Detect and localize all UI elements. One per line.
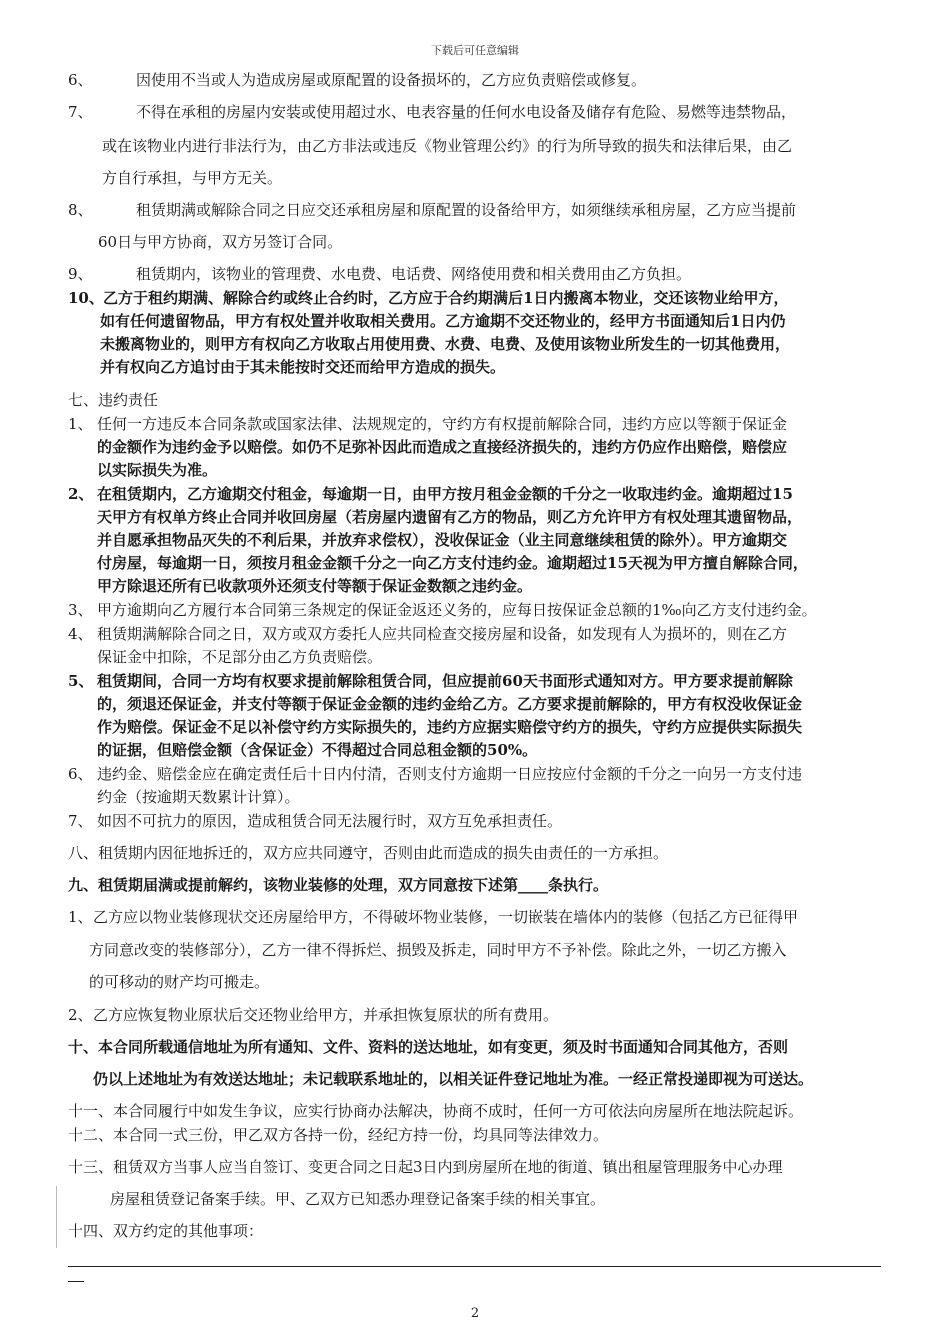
line-text: 违约金、赔偿金应在确定责任后十日内付清，否则支付方逾期一日应按应付金额的千分之一向另一方支付违 bbox=[97, 765, 803, 783]
line-text: 方同意改变的装修部分），乙方一律不得拆烂、损毁及拆走，同时甲方不予补偿。除此之外，一切乙方搬入 bbox=[89, 941, 787, 959]
item-number: 8、 bbox=[68, 201, 93, 219]
line-text: 租赁期满解除合同之日，双方或双方委托人应共同检查交接房屋和设备，如发现有人为损坏的，则在乙方 bbox=[97, 625, 788, 643]
line-text: 租赁期间，合同一方均有权要求提前解除租赁合同，但应提前60天书面形式通知对方。甲方要求提前解除 bbox=[97, 672, 793, 690]
line-text: 未搬离物业的，则甲方有权向乙方收取占用使用费、水费、电费、及使用该物业所发生的一切其他费用， bbox=[100, 335, 791, 353]
item-number: 3、 bbox=[68, 601, 93, 619]
item-number: 6、 bbox=[68, 765, 93, 783]
line-text: 仍以上述地址为有效送达地址；未记载联系地址的，以相关证件登记地址为准。一经正常投递即视为可送达。 bbox=[93, 1070, 814, 1088]
blank-fill-dash bbox=[68, 1281, 84, 1282]
line-text: 租赁期满或解除合同之日应交还承租房屋和原配置的设备给甲方，如须继续承租房屋，乙方应当提前 bbox=[136, 201, 797, 219]
line-text: 的可移动的财产均可搬走。 bbox=[89, 973, 270, 991]
line-text: 不得在承租的房屋内安装或使用超过水、电表容量的任何水电设备及储存有危险、易燃等违禁物品， bbox=[136, 103, 797, 121]
line-text: 八、租赁期内因征地拆迁的，双方应共同遵守，否则由此而造成的损失由责任的一方承担。 bbox=[68, 844, 669, 862]
item-number: 7、 bbox=[68, 812, 93, 830]
item-number: 5、 bbox=[68, 672, 94, 690]
line-text: 或在该物业内进行非法行为，由乙方非法或违反《物业管理公约》的行为所导致的损失和法律后果，由乙 bbox=[102, 137, 793, 155]
line-text: 乙方应以物业装修现状交还房屋给甲方，不得破坏物业装修，一切嵌装在墙体内的装修（包括乙方已征得甲 bbox=[93, 908, 799, 926]
item-number: 9、 bbox=[68, 265, 93, 283]
line-text: 作为赔偿。保证金不足以补偿守约方实际损失的，违约方应据实赔偿守约方的损失，守约方应提供实际损失 bbox=[97, 718, 803, 736]
line-text: 十、本合同所载通信地址为所有通知、文件、资料的送达地址，如有变更，须及时书面通知合同其他方，否则 bbox=[68, 1038, 789, 1056]
item-number: 1、 bbox=[68, 908, 93, 926]
line-text: 租赁期内，该物业的管理费、水电费、电话费、网络使用费和相关费用由乙方负担。 bbox=[136, 265, 692, 283]
line-text: 十一、本合同履行中如发生争议，应实行协商办法解决，协商不成时，任何一方可依法向房屋所在地法院起诉。 bbox=[68, 1102, 804, 1120]
page-number: 2 bbox=[470, 1306, 480, 1321]
item-number: 10、 bbox=[68, 289, 104, 307]
item-number: 1、 bbox=[68, 415, 93, 433]
line-text: 乙方于租约期满、解除合约或终止合约时，乙方应于合约期满后1日内搬离本物业，交还该物业给甲方， bbox=[103, 289, 789, 307]
line-text: 60日与甲方协商，双方另签订合同。 bbox=[98, 233, 343, 251]
line-text: 乙方应恢复物业原状后交还物业给甲方，并承担恢复原状的所有费用。 bbox=[93, 1006, 559, 1024]
line-text: 十三、租赁双方当事人应当自签订、变更合同之日起3日内到房屋所在地的街道、镇出租屋管理服务中心办理 bbox=[68, 1158, 783, 1176]
line-text: 因使用不当或人为造成房屋或原配置的设备损坏的，乙方应负责赔偿或修复。 bbox=[136, 71, 647, 89]
line-text: 以实际损失为准。 bbox=[97, 461, 218, 479]
line-text: 甲方除退还所有已收款项外还须支付等额于保证金数额之违约金。 bbox=[97, 577, 533, 595]
line-text: 甲方逾期向乙方履行本合同第三条规定的保证金返还义务的，应每日按保证金总额的1‰向乙方支付违约金。 bbox=[97, 601, 817, 619]
blank-fill-line bbox=[68, 1266, 881, 1267]
line-text: 如有任何遗留物品，甲方有权处置并收取相关费用。乙方逾期不交还物业的，经甲方书面通知后1日内仍 bbox=[100, 312, 786, 330]
line-text: 付房屋，每逾期一日，须按月租金金额千分之一向乙方支付违约金。逾期超过15天视为甲方擅自解除合同， bbox=[97, 554, 808, 572]
page-header: 下载后可任意编辑 bbox=[431, 44, 519, 57]
item-number: 2、 bbox=[68, 1006, 93, 1024]
line-text: 任何一方违反本合同条款或国家法律、法规规定的，守约方有权提前解除合同，违约方应以等额于保证金 bbox=[97, 415, 788, 433]
item-number: 4、 bbox=[68, 625, 93, 643]
line-text: 保证金中扣除，不足部分由乙方负责赔偿。 bbox=[97, 648, 383, 666]
item-number: 7、 bbox=[68, 103, 93, 121]
line-text: 如因不可抗力的原因，造成租赁合同无法履行时，双方互免承担责任。 bbox=[97, 812, 563, 830]
line-text: 十四、双方约定的其他事项： bbox=[68, 1222, 264, 1240]
line-text: 并有权向乙方追讨由于其未能按时交还而给甲方造成的损失。 bbox=[100, 358, 506, 376]
margin-bar bbox=[56, 1186, 57, 1248]
item-number: 6、 bbox=[68, 71, 93, 89]
line-text: 在租赁期内，乙方逾期交付租金，每逾期一日，由甲方按月租金金额的千分之一收取违约金。逾期超过15 bbox=[97, 485, 793, 503]
line-text: 的证据，但赔偿金额（含保证金）不得超过合同总租金额的50%。 bbox=[97, 741, 538, 759]
line-text: 七、违约责任 bbox=[68, 391, 159, 409]
line-text: 房屋租赁登记备案手续。甲、乙双方已知悉办理登记备案手续的相关事宜。 bbox=[110, 1190, 606, 1208]
line-text: 的金额作为违约金予以赔偿。如仍不足弥补因此而造成之直接经济损失的，违约方仍应作出赔偿，赔偿应 bbox=[97, 438, 788, 456]
line-text: 并自愿承担物品灭失的不利后果，并放弃求偿权），没收保证金（业主同意继续租赁的除外）。甲方逾期交 bbox=[97, 531, 788, 549]
line-text: 的，须退还保证金，并支付等额于保证金金额的违约金给乙方。乙方要求提前解除的，甲方有权没收保证金 bbox=[97, 695, 803, 713]
line-text: 约金（按逾期天数累计计算）。 bbox=[97, 788, 300, 806]
item-number: 2、 bbox=[68, 485, 94, 503]
line-text: 九、租赁期届满或提前解约，该物业装修的处理，双方同意按下述第____条执行。 bbox=[68, 876, 609, 894]
line-text: 方自行承担，与甲方无关。 bbox=[102, 169, 283, 187]
line-text: 十二、本合同一式三份，甲乙双方各持一份，经纪方持一份，均具同等法律效力。 bbox=[68, 1126, 609, 1144]
line-text: 天甲方有权单方终止合同并收回房屋（若房屋内遗留有乙方的物品，则乙方允许甲方有权处理其遗留物品， bbox=[97, 508, 803, 526]
